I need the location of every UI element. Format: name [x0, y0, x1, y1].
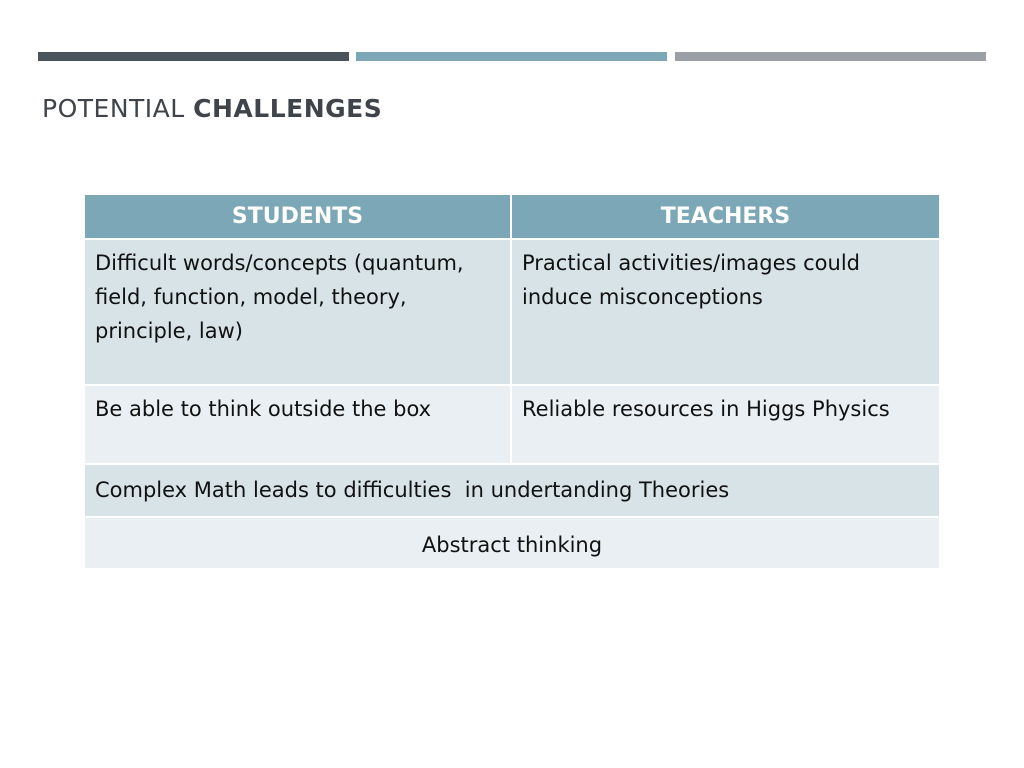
- table-row-spanning: [85, 518, 939, 570]
- slide-title-regular: POTENTIAL: [42, 94, 194, 123]
- slide-title: [42, 94, 382, 123]
- teachers-cell: Practical activities/images could induce misconceptions: [512, 240, 939, 386]
- slide-title-bold: CHALLENGES: [193, 94, 383, 123]
- table-row: [85, 240, 939, 386]
- students-cell: Difficult words/concepts (quantum, field, function, model, theory, principle, law): [85, 240, 512, 386]
- teachers-cell: Reliable resources in Higgs Physics: [512, 386, 939, 465]
- table-row-spanning: [85, 465, 939, 518]
- shared-challenge-cell: Complex Math leads to difficulties in undertanding Theories: [85, 465, 939, 518]
- header-teachers: TEACHERS: [512, 195, 939, 240]
- top-accent-bar-gray: [675, 52, 986, 61]
- challenges-table: [85, 195, 939, 570]
- header-students: STUDENTS: [85, 195, 512, 240]
- top-accent-bar-blue: [356, 52, 667, 61]
- table-header-row: [85, 195, 939, 240]
- table-row: [85, 386, 939, 465]
- top-accent-bar-dark: [38, 52, 349, 61]
- shared-challenge-cell: Abstract thinking: [85, 518, 939, 570]
- students-cell: Be able to think outside the box: [85, 386, 512, 465]
